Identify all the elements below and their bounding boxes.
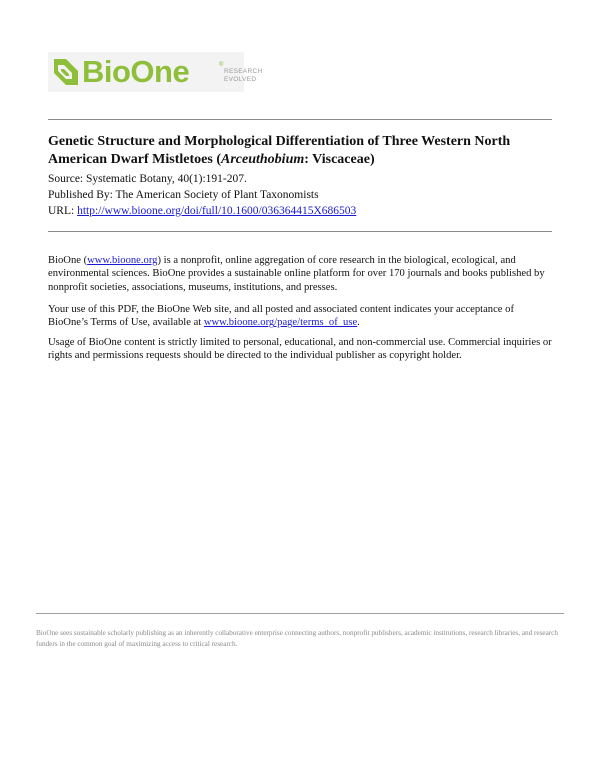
about-bioone-paragraph [48,254,556,294]
usage-paragraph: Usage of BioOne content is strictly limited to personal, educational, and non-commercial use. Commercial inquiries or rights and permissions requests should be directed to the individual publisher as copyright holder. [48,337,552,362]
logo-tagline-line2: EVOLVED [224,76,257,83]
logo-tagline [224,68,263,84]
top-divider [48,119,552,120]
logo-registered-mark: ® [219,62,224,68]
p2-text-after: . [357,317,360,329]
article-source: Source: Systematic Botany, 40(1):191-207. [48,173,247,185]
bioone-home-link[interactable]: www.bioone.org [87,255,158,266]
terms-paragraph [48,303,556,330]
title-genus-italic: Arceuthobium [221,152,305,167]
footer-divider [36,613,564,614]
footer-statement: BioOne sees sustainable scholarly publishing as an inherently collaborative enterprise connecting authors, nonprofit publishers, academic institutions, research libraries, and research funders in the common goal of maximizing access to critical research. [36,629,558,648]
logo-wordmark: BioOne [82,54,190,89]
p1-text-before: BioOne ( [48,255,88,266]
article-url-link[interactable]: http://www.bioone.org/doi/full/10.1600/036364415X686503 [77,205,357,217]
article-url-line [48,204,552,218]
bioone-logo[interactable] [48,52,263,92]
p2-text-before: Your use of this PDF, the BioOne Web site, and all posted and associated content indicates your acceptance of BioOne’s Terms of Use, available at [48,304,514,329]
middle-divider [48,231,552,232]
url-label: URL: [48,205,78,217]
title-text: Genetic Structure and Morphological Differentiation of Three Western North American Dwarf Mistletoes ( [48,134,511,167]
article-publisher: Published By: The American Society of Plant Taxonomists [48,189,319,201]
logo-tagline-line1: RESEARCH [224,68,263,75]
bioone-leaf-icon [52,57,80,87]
article-title [48,133,552,169]
terms-of-use-link[interactable]: www.bioone.org/page/terms_of_use [203,317,358,329]
title-text-end: : Viscaceae) [304,152,375,167]
p1-text-after: ) is a nonprofit, online aggregation of core research in the biological, ecological, and environmental sciences. BioOne provides a sustainable online platform for over 170 journals and books published by nonprofit societies, associations, museums, institutions, and presses. [48,255,545,293]
